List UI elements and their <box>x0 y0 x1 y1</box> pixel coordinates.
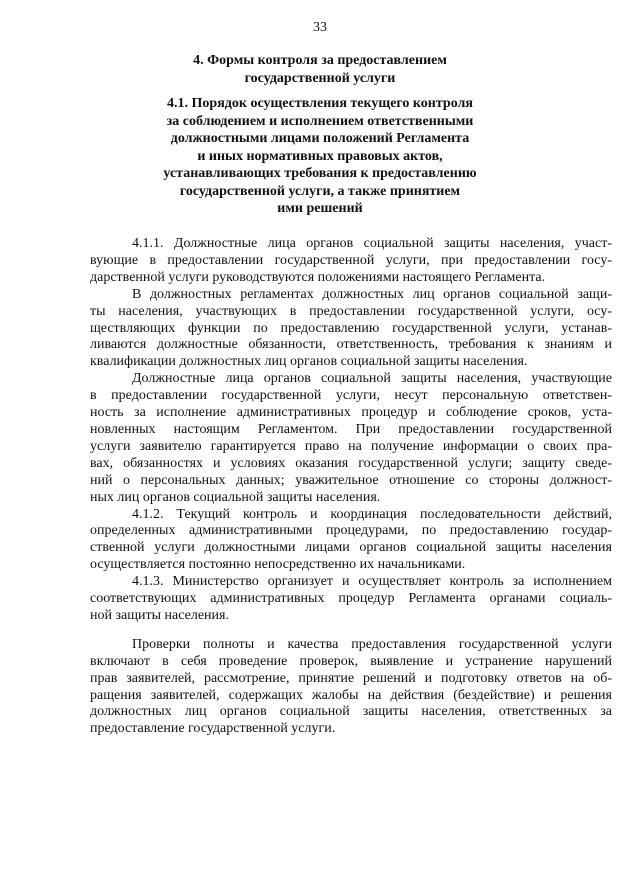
body-paragraph <box>90 507 612 575</box>
section-title-line: 4. Формы контроля за предоставлением <box>193 53 447 68</box>
paragraph-line: прав заявителей, рассмотрение, принятие решений и подготовку ответов на об- <box>90 670 612 686</box>
body-paragraph <box>90 637 612 738</box>
subsection-title-line: должностными лицами положений Регламента <box>170 131 470 146</box>
paragraph-line: ращения заявителей, содержащих жалобы на действия (бездействие) и решения <box>90 687 612 703</box>
paragraph-line: вах, обязанностях и условиях оказания государственной услуги; защиту сведе- <box>90 455 612 471</box>
paragraph-line: Проверки полноты и качества предоставления государственной услуги <box>132 636 612 652</box>
paragraph-line: включают в себя проведение проверок, выявление и устранение нарушений <box>90 653 612 669</box>
body-paragraph <box>90 371 612 506</box>
paragraph-line: соответствующих административных процедур Регламента органами социаль- <box>90 591 612 607</box>
paragraph-line: 4.1.3. Министерство организует и осуществляет контроль за исполнением <box>132 574 612 590</box>
paragraph-line: должностных лиц органов социальной защиты населения, ответственных за <box>90 704 612 720</box>
page-number: 33 <box>313 20 327 35</box>
paragraph-line: 4.1.1. Должностные лица органов социальной защиты населения, участ- <box>132 236 612 251</box>
paragraph-line: дарственной услуги руководствуются положениями настоящего Регламента. <box>90 269 546 285</box>
paragraph-line: ных лиц органов социальной защиты населения. <box>90 489 381 505</box>
paragraph-line: В должностных регламентах должностных лиц органов социальной защи- <box>132 286 612 302</box>
subsection-title-line: и иных нормативных правовых актов, <box>197 148 443 164</box>
paragraph-line: ний о персональных данных; уважительное отношение со стороны должност- <box>90 472 612 488</box>
paragraph-line: предоставление государственной услуги. <box>90 721 336 737</box>
paragraph-gap <box>90 625 612 637</box>
paragraph-line: Должностные лица органов социальной защиты населения, участвующие <box>132 371 612 387</box>
paragraph-line: ществляющих функции по предоставлению государственной услуги, устанав- <box>90 320 612 336</box>
paragraph-line: ственной услуги должностными лицами органов социальной защиты населения <box>90 540 612 556</box>
section-title <box>0 52 640 87</box>
paragraph-line: ность за исполнение административных процедур и соблюдение сроков, уста- <box>90 405 612 421</box>
paragraph-line: определенных административными процедурами, по предоставлению государ- <box>90 523 612 539</box>
paragraph-line: ливаются должностные обязанности, ответственность, требования к знаниям и <box>90 337 612 353</box>
document-body <box>90 236 612 738</box>
section-title-line: государственной услуги <box>244 70 396 86</box>
subsection-title-line: устанавливающих требования к предоставлению <box>163 166 477 181</box>
body-paragraph <box>90 236 612 287</box>
subsection-title-line: за соблюдением и исполнением ответственными <box>166 113 474 129</box>
subsection-title <box>0 95 640 218</box>
paragraph-line: осуществляется постоянно непосредственно их начальниками. <box>90 557 466 573</box>
subsection-title-line: 4.1. Порядок осуществления текущего контроля <box>167 96 473 111</box>
subsection-title-line: государственной услуги, а также принятием <box>179 183 461 199</box>
paragraph-line: вующие в предоставлении государственной услуги, при предоставлении госу- <box>90 252 612 268</box>
paragraph-line: 4.1.2. Текущий контроль и координация последовательности действий, <box>132 506 612 522</box>
paragraph-line: квалификации должностных лиц органов социальной защиты населения. <box>90 354 528 370</box>
body-paragraph <box>90 574 612 625</box>
paragraph-line: в предоставлении государственной услуги, несут персональную ответствен- <box>90 388 612 404</box>
paragraph-line: ты населения, участвующих в предоставлении государственной услуги, осу- <box>90 303 612 319</box>
body-paragraph <box>90 287 612 372</box>
paragraph-line: ной защиты населения. <box>90 607 229 623</box>
paragraph-line: услуги заявителю гарантируется право на получение информации о своих пра- <box>90 438 612 454</box>
paragraph-line: новленных настоящим Регламентом. При предоставлении государственной <box>90 421 612 437</box>
subsection-title-line: ими решений <box>277 201 363 216</box>
